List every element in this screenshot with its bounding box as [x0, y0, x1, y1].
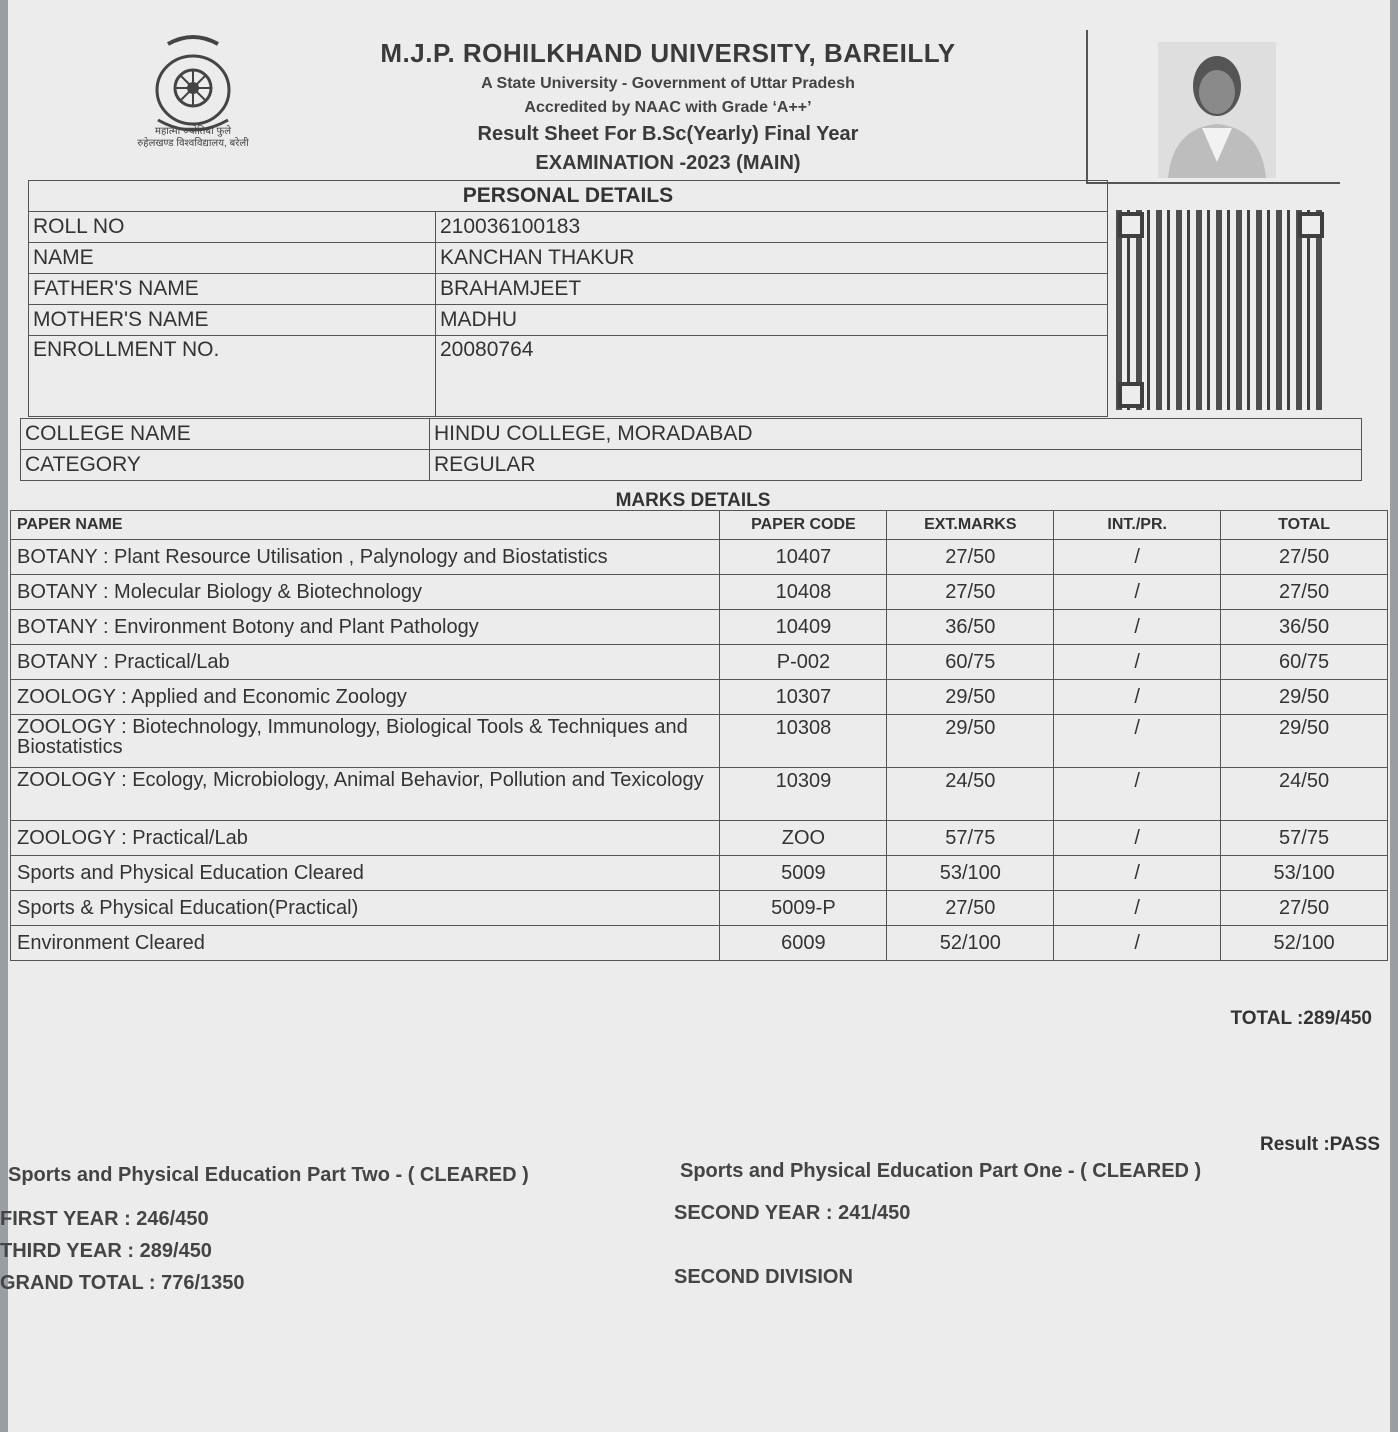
division: SECOND DIVISION: [674, 1266, 853, 1288]
header-int-pr: INT./PR.: [1054, 511, 1221, 540]
ext-marks: 24/50: [887, 768, 1054, 821]
ext-marks: 29/50: [887, 715, 1054, 768]
int-marks: /: [1054, 891, 1221, 926]
table-row: [11, 680, 1388, 715]
total-marks: 27/50: [1221, 575, 1388, 610]
college-label: COLLEGE NAME: [21, 419, 430, 450]
college-category-table: [20, 418, 1362, 481]
roll-value: 210036100183: [436, 212, 1108, 243]
ext-marks: 27/50: [887, 891, 1054, 926]
mother-label: MOTHER'S NAME: [29, 305, 436, 336]
examination-title: EXAMINATION -2023 (MAIN): [535, 152, 801, 174]
header-ext-marks: EXT.MARKS: [887, 511, 1054, 540]
table-row: [11, 821, 1388, 856]
sports-part-two: Sports and Physical Education Part Two - ( CLEARED ): [8, 1164, 529, 1186]
table-row: [11, 645, 1388, 680]
second-year-total: SECOND YEAR : 241/450: [674, 1202, 911, 1224]
ext-marks: 57/75: [887, 821, 1054, 856]
mother-row: [29, 305, 1108, 336]
paper-code: 10309: [720, 768, 887, 821]
total-marks: 27/50: [1221, 891, 1388, 926]
paper-name: BOTANY : Plant Resource Utilisation , Palynology and Biostatistics: [11, 540, 720, 575]
paper-name: Sports and Physical Education Cleared: [11, 856, 720, 891]
logo-caption-line-2: रुहेलखण्ड विश्वविद्यालय, बरेली: [137, 138, 249, 149]
college-value: HINDU COLLEGE, MORADABAD: [430, 419, 1362, 450]
ext-marks: 27/50: [887, 575, 1054, 610]
state-university-line: A State University - Government of Uttar Pradesh: [481, 75, 855, 92]
int-marks: /: [1054, 680, 1221, 715]
result-sheet-title: Result Sheet For B.Sc(Yearly) Final Year: [477, 123, 859, 145]
paper-code: P-002: [720, 645, 887, 680]
father-label: FATHER'S NAME: [29, 274, 436, 305]
student-photo: [1158, 42, 1276, 178]
sports-part-one: Sports and Physical Education Part One - ( CLEARED ): [680, 1160, 1202, 1182]
total-marks: 53/100: [1221, 856, 1388, 891]
qr-corner: [1118, 382, 1144, 408]
total-marks: 29/50: [1221, 715, 1388, 768]
table-row: [11, 715, 1388, 768]
paper-name: ZOOLOGY : Biotechnology, Immunology, Biological Tools & Techniques and Biostatistics: [11, 715, 720, 768]
header-paper-code: PAPER CODE: [720, 511, 887, 540]
father-value: BRAHAMJEET: [436, 274, 1108, 305]
marks-details-title: MARKS DETAILS: [615, 490, 771, 511]
paper-name: BOTANY : Practical/Lab: [11, 645, 720, 680]
paper-code: 10308: [720, 715, 887, 768]
ext-marks: 52/100: [887, 926, 1054, 961]
father-row: [29, 274, 1108, 305]
ext-marks: 27/50: [887, 540, 1054, 575]
int-marks: /: [1054, 821, 1221, 856]
marks-header-row: [11, 511, 1388, 540]
int-marks: /: [1054, 768, 1221, 821]
qr-code: [1116, 210, 1326, 410]
ext-marks: 29/50: [887, 680, 1054, 715]
roll-row: [29, 212, 1108, 243]
table-row: [11, 540, 1388, 575]
header-paper-name: PAPER NAME: [11, 511, 720, 540]
name-row: [29, 243, 1108, 274]
name-label: NAME: [29, 243, 436, 274]
paper-name: ZOOLOGY : Practical/Lab: [11, 821, 720, 856]
paper-code: 10407: [720, 540, 887, 575]
int-marks: /: [1054, 610, 1221, 645]
int-marks: /: [1054, 645, 1221, 680]
paper-code: 5009-P: [720, 891, 887, 926]
paper-name: Sports & Physical Education(Practical): [11, 891, 720, 926]
name-value: KANCHAN THAKUR: [436, 243, 1108, 274]
total-marks: 57/75: [1221, 821, 1388, 856]
third-year-total: THIRD YEAR : 289/450: [0, 1240, 212, 1262]
paper-name: BOTANY : Molecular Biology & Biotechnology: [11, 575, 720, 610]
table-row: [11, 926, 1388, 961]
paper-code: 10409: [720, 610, 887, 645]
enrollment-label: ENROLLMENT NO.: [29, 336, 436, 417]
paper-name: Environment Cleared: [11, 926, 720, 961]
total-marks: 27/50: [1221, 540, 1388, 575]
int-marks: /: [1054, 575, 1221, 610]
total-marks: 52/100: [1221, 926, 1388, 961]
paper-code: 6009: [720, 926, 887, 961]
ext-marks: 36/50: [887, 610, 1054, 645]
ext-marks: 53/100: [887, 856, 1054, 891]
total-marks-summary: TOTAL :289/450: [1230, 1008, 1372, 1029]
total-marks: 36/50: [1221, 610, 1388, 645]
paper-code: 10307: [720, 680, 887, 715]
header: [38, 30, 1088, 180]
logo-caption-line-1: महात्मा ज्योतिबा फुले: [154, 126, 231, 137]
total-marks: 60/75: [1221, 645, 1388, 680]
marks-table: [10, 510, 1388, 961]
grand-total: GRAND TOTAL : 776/1350: [0, 1272, 245, 1294]
total-marks: 29/50: [1221, 680, 1388, 715]
paper-code: 10408: [720, 575, 887, 610]
college-row: [21, 419, 1362, 450]
personal-details-title: PERSONAL DETAILS: [29, 181, 1108, 212]
table-row: [11, 575, 1388, 610]
category-row: [21, 450, 1362, 481]
header-text: [358, 38, 978, 175]
total-marks: 24/50: [1221, 768, 1388, 821]
university-name: M.J.P. ROHILKHAND UNIVERSITY, BAREILLY: [380, 38, 956, 68]
table-row: [11, 856, 1388, 891]
int-marks: /: [1054, 856, 1221, 891]
photo-box: [1086, 30, 1340, 184]
int-marks: /: [1054, 715, 1221, 768]
table-row: [11, 610, 1388, 645]
mother-value: MADHU: [436, 305, 1108, 336]
enrollment-row: [29, 336, 1108, 417]
category-value: REGULAR: [430, 450, 1362, 481]
first-year-total: FIRST YEAR : 246/450: [0, 1208, 209, 1230]
table-row: [11, 891, 1388, 926]
result-status: Result :PASS: [1259, 1134, 1380, 1155]
personal-details-table: [28, 180, 1108, 417]
roll-label: ROLL NO: [29, 212, 436, 243]
paper-name: ZOOLOGY : Applied and Economic Zoology: [11, 680, 720, 715]
enrollment-value: 20080764: [436, 336, 1108, 417]
ext-marks: 60/75: [887, 645, 1054, 680]
paper-name: BOTANY : Environment Botony and Plant Pathology: [11, 610, 720, 645]
paper-code: ZOO: [720, 821, 887, 856]
int-marks: /: [1054, 540, 1221, 575]
paper-code: 5009: [720, 856, 887, 891]
paper-name: ZOOLOGY : Ecology, Microbiology, Animal Behavior, Pollution and Texicology: [11, 768, 720, 821]
category-label: CATEGORY: [21, 450, 430, 481]
table-row: [11, 768, 1388, 821]
int-marks: /: [1054, 926, 1221, 961]
header-total: TOTAL: [1221, 511, 1388, 540]
logo-caption: [108, 126, 278, 150]
accreditation-line: Accredited by NAAC with Grade ‘A++’: [524, 99, 812, 116]
